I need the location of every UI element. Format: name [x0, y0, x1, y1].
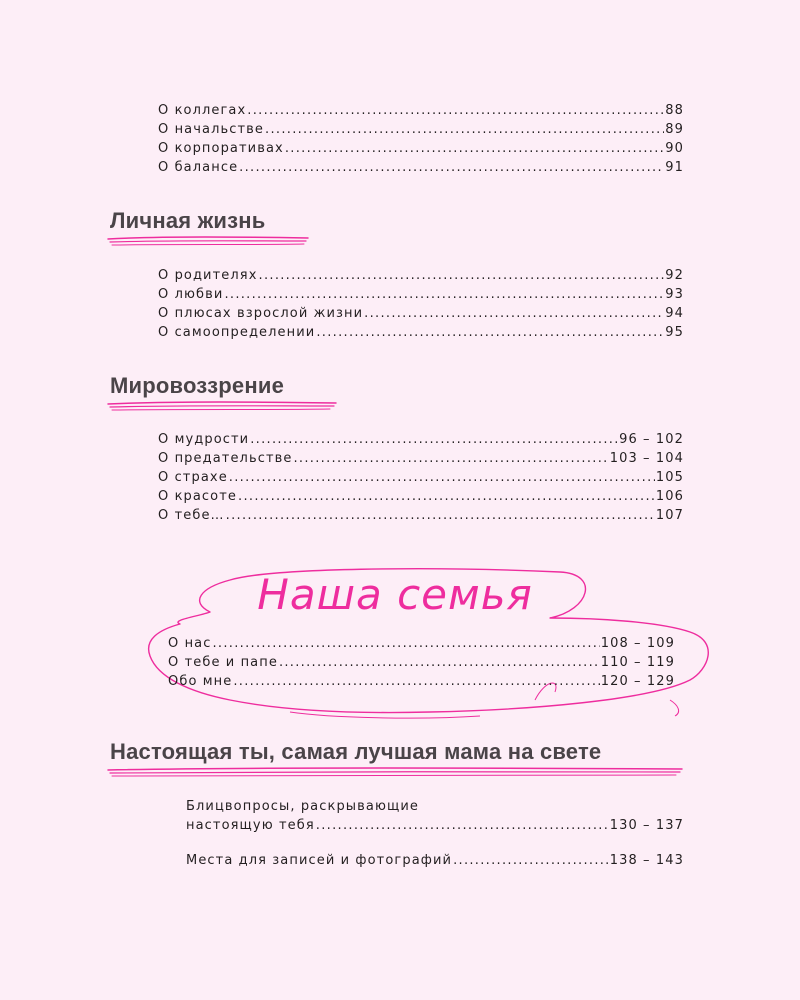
- toc-entry[interactable]: [158, 487, 684, 506]
- toc-entry-page: 91: [665, 160, 684, 175]
- toc-entry[interactable]: [168, 672, 675, 691]
- toc-entry-label: О красоте: [158, 489, 238, 504]
- section-heading-personal-life: Личная жизнь: [110, 208, 266, 233]
- toc-leader-dots: [453, 851, 609, 870]
- toc-entry-page: 108 – 109: [600, 636, 675, 651]
- toc-entry-label: О балансе: [158, 160, 239, 175]
- toc-leader-dots: [239, 158, 664, 177]
- toc-entry-page: 107: [655, 508, 684, 523]
- toc-leader-dots: [259, 266, 665, 285]
- toc-leader-dots: [316, 323, 664, 342]
- toc-entry-page: 120 – 129: [600, 674, 675, 689]
- toc-entry[interactable]: [158, 120, 684, 139]
- toc-leader-dots: [250, 430, 618, 449]
- toc-entry[interactable]: [158, 266, 684, 285]
- toc-leader-dots: [294, 449, 609, 468]
- toc-leader-dots: [233, 672, 599, 691]
- toc-entry-label: О нас: [168, 636, 212, 651]
- toc-entry-label: О предательстве: [158, 451, 293, 466]
- toc-leader-dots: [238, 487, 655, 506]
- toc-entry[interactable]: [158, 430, 684, 449]
- worldview-section-list: [158, 430, 684, 525]
- toc-entry-label: Обо мне: [168, 674, 233, 689]
- toc-entry-label: Места для записей и фотографий: [186, 853, 453, 868]
- toc-entry-label: О тебе…: [158, 508, 225, 523]
- toc-entry[interactable]: [168, 634, 675, 653]
- toc-entry-page: 95: [665, 325, 684, 340]
- toc-entry-page: 96 – 102: [619, 432, 684, 447]
- toc-entry-page: 103 – 104: [609, 451, 684, 466]
- heading-underline: [104, 763, 689, 783]
- toc-entry-label: О корпоративах: [158, 141, 284, 156]
- toc-entry[interactable]: [158, 468, 684, 487]
- toc-entry[interactable]: [168, 653, 675, 672]
- toc-leader-dots: [247, 101, 664, 120]
- toc-entry-page: 130 – 137: [609, 818, 684, 833]
- toc-entry[interactable]: [158, 449, 684, 468]
- toc-entry-label: О тебе и папе: [168, 655, 278, 670]
- toc-leader-dots: [279, 653, 600, 672]
- toc-leader-dots: [224, 285, 664, 304]
- toc-entry-page: 138 – 143: [609, 853, 684, 868]
- toc-entry-page: 93: [665, 287, 684, 302]
- toc-entry-label: О плюсах взрослой жизни: [158, 306, 364, 321]
- toc-entry[interactable]: [158, 158, 684, 177]
- toc-entry-label: настоящую тебя: [186, 818, 315, 833]
- toc-entry-page: 110 – 119: [600, 655, 675, 670]
- heading-underline: [104, 232, 314, 252]
- toc-entry[interactable]: [158, 304, 684, 323]
- toc-entry-page: 89: [665, 122, 684, 137]
- toc-entry-label: О родителях: [158, 268, 258, 283]
- work-section-list: [158, 101, 684, 177]
- personal-section-list: [158, 266, 684, 342]
- toc-entry-page: 88: [665, 103, 684, 118]
- toc-entry-label: О любви: [158, 287, 224, 302]
- toc-leader-dots: [285, 139, 664, 158]
- section-heading-family: Наша семья: [257, 570, 533, 619]
- toc-entry[interactable]: [186, 851, 684, 870]
- toc-entry-label: О страхе: [158, 470, 228, 485]
- toc-entry[interactable]: [186, 816, 684, 835]
- toc-leader-dots: [229, 468, 655, 487]
- family-section-list: [168, 634, 675, 691]
- toc-leader-dots: [265, 120, 664, 139]
- toc-leader-dots: [364, 304, 664, 323]
- real-you-section-list: [186, 816, 684, 870]
- toc-entry[interactable]: [158, 506, 684, 525]
- toc-entry-label: О самоопределении: [158, 325, 316, 340]
- toc-entry[interactable]: [158, 101, 684, 120]
- section-heading-worldview: Мировоззрение: [110, 373, 285, 398]
- toc-entry-label: О начальстве: [158, 122, 265, 137]
- toc-entry[interactable]: [158, 285, 684, 304]
- heading-underline: [104, 397, 344, 417]
- toc-leader-dots: [212, 634, 599, 653]
- toc-entry-page: 106: [655, 489, 684, 504]
- toc-entry[interactable]: [158, 323, 684, 342]
- toc-entry-page: 90: [665, 141, 684, 156]
- toc-entry-label: О мудрости: [158, 432, 250, 447]
- toc-leader-dots: [226, 506, 655, 525]
- toc-leader-dots: [316, 816, 609, 835]
- toc-entry-label-line1: Блицвопросы, раскрывающие: [186, 799, 420, 814]
- toc-entry-page: 92: [665, 268, 684, 283]
- toc-entry-page: 105: [655, 470, 684, 485]
- toc-entry-page: 94: [665, 306, 684, 321]
- section-heading-real-you: Настоящая ты, самая лучшая мама на свете: [110, 739, 602, 764]
- toc-entry[interactable]: [158, 139, 684, 158]
- toc-entry-label: О коллегах: [158, 103, 247, 118]
